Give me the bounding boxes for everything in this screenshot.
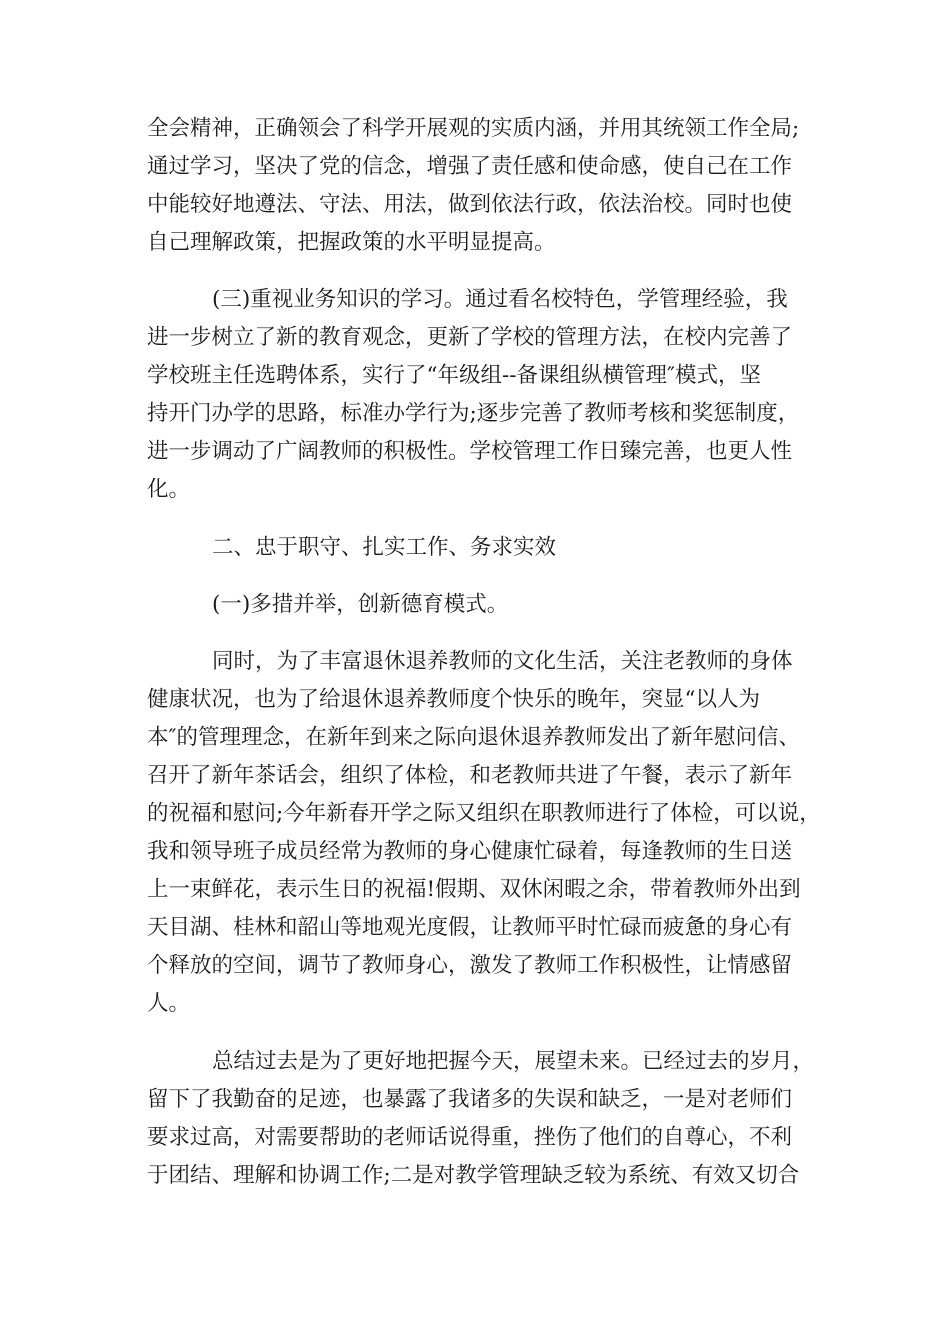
text-line: 天目湖、桂林和韶山等地观光度假，让教师平时忙碌而疲惫的身心有 [147, 915, 793, 940]
text-line: 本″的管理理念，在新年到来之际向退休退养教师发出了新年慰问信、 [147, 725, 801, 750]
text-line: 总结过去是为了更好地把握今天，展望未来。已经过去的岁月， [212, 1049, 815, 1074]
text-line: 全会精神，正确领会了科学开展观的实质内涵，并用其统领工作全局; [147, 116, 800, 141]
text-line: 我和领导班子成员经常为教师的身心健康忙碌着，每逢教师的生日送 [147, 839, 793, 864]
text-line: 进一步树立了新的教育观念，更新了学校的管理方法，在校内完善了 [147, 325, 793, 350]
text-line: 健康状况，也为了给退休退养教师度个快乐的晚年，突显“以人为 [147, 687, 760, 712]
text-line: 留下了我勤奋的足迹，也暴露了我诸多的失误和缺乏，一是对老师们 [147, 1087, 793, 1112]
text-line: 中能较好地遵法、守法、用法，做到依法行政，依法治校。同时也使 [147, 192, 793, 217]
text-line: 的祝福和慰问;今年新春开学之际又组织在职教师进行了体检，可以说， [147, 801, 821, 826]
text-line: 自己理解政策，把握政策的水平明显提高。 [147, 230, 556, 255]
text-line: 通过学习，坚决了党的信念，增强了责任感和使命感，使自己在工作 [147, 154, 793, 179]
text-line: 同时，为了丰富退休退养教师的文化生活，关注老教师的身体 [212, 649, 793, 674]
text-line: 进一步调动了广阔教师的积极性。学校管理工作日臻完善，也更人性 [147, 439, 793, 464]
text-line: 人。 [147, 991, 191, 1016]
text-line: 上一束鲜花，表示生日的祝福!假期、双休闲暇之余，带着教师外出到 [147, 877, 801, 902]
text-line: 要求过高，对需要帮助的老师话说得重，挫伤了他们的自尊心，不利 [147, 1125, 793, 1150]
text-line: 个释放的空间，调节了教师身心，激发了教师工作积极性，让情感留 [147, 953, 793, 978]
text-line: 持开门办学的思路，标准办学行为;逐步完善了教师考核和奖惩制度， [147, 401, 800, 426]
text-line: (三)重视业务知识的学习。通过看名校特色，学管理经验，我 [212, 287, 788, 312]
text-line: 化。 [147, 477, 191, 502]
text-line: 召开了新年茶话会，组织了体检，和老教师共进了午餐，表示了新年 [147, 763, 793, 788]
text-line: 学校班主任选聘体系，实行了“年级组--备课组纵横管理″模式，坚 [147, 363, 762, 388]
subsection-heading: (一)多措并举，创新德育模式。 [212, 592, 509, 617]
text-line: 于团结、理解和协调工作;二是对教学管理缺乏较为系统、有效又切合 [147, 1163, 800, 1188]
section-heading: 二、忠于职守、扎实工作、务求实效 [212, 535, 557, 560]
